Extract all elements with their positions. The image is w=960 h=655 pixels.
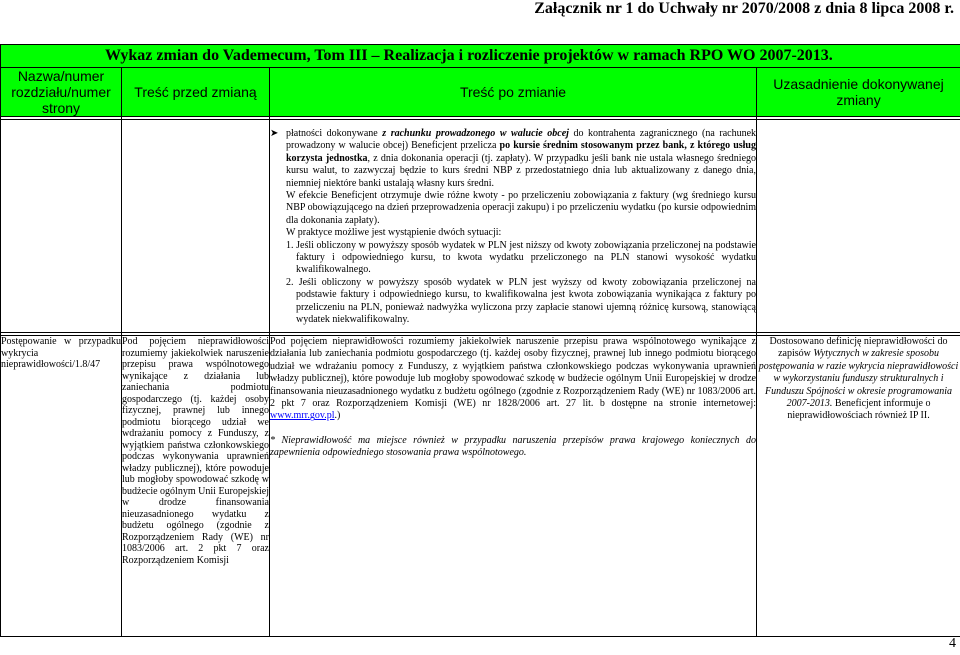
paragraph: W efekcie Beneficjent otrzymuje dwie różne kwoty - po przeliczeniu zobowiązania z faktury (wg średniego kursu NBP obowiązującego na dzień przeprowadzenia operacji zakupu) i po przeliczeniu wydatku (po kursie odpowiednim dla dokonania zapłaty). xyxy=(286,190,756,226)
row1-chapter xyxy=(1,120,122,333)
row1-justification xyxy=(757,120,960,333)
attachment-title: Załącznik nr 1 do Uchwały nr 2070/2008 z dnia 8 lipca 2008 r. xyxy=(534,0,954,17)
arrow-bullet-icon: ➤ xyxy=(270,128,279,139)
row2-chapter: Postępowanie w przypadku wykrycia nieprawidłowości/1.8/47 xyxy=(1,336,122,637)
header-chapter: Nazwa/numer rozdziału/numer strony xyxy=(1,68,122,117)
row2-justification: Dostosowano definicję nieprawidłowości do zapisów Wytycznych w zakresie sposobu postępowania w razie wykrycia nieprawidłowości w wykorzystaniu funduszy strukturalnych i Funduszu Spójności w okresie programowania 2007-2013. Beneficjent informuje o nieprawidłowościach również IP II. xyxy=(757,336,960,637)
table-title: Wykaz zmian do Vademecum, Tom III – Realizacja i rozliczenie projektów w ramach RPO WO 2007-2013. xyxy=(1,45,960,68)
header-row xyxy=(1,68,960,117)
mrr-link[interactable]: www.mrr.gov.pl xyxy=(270,410,335,422)
changes-table xyxy=(0,44,960,637)
table-title-row xyxy=(1,45,960,68)
paragraph: W praktyce możliwe jest wystąpienie dwóch sytuacji: xyxy=(286,227,502,239)
row1-before xyxy=(122,120,270,333)
table-row xyxy=(1,120,960,333)
header-before: Treść przed zmianą xyxy=(122,68,270,117)
list-item: 2. Jeśli obliczony w powyższy sposób wydatek w PLN jest wyższy od kwoty zobowiązania przeliczonej na podstawie faktury i odpowiedniego kursu, to kwalifikowalna jest kwota zobowiązania wynikająca z faktury po przeliczeniu na PLN, ponieważ nadwyżka wyliczona przy zapłacie stanowi ujemną różnicę kursową, stanowiącą wydatek niekwalifikowalny. xyxy=(286,276,756,326)
table-row xyxy=(1,336,960,637)
row1-after xyxy=(270,120,757,333)
header-after: Treść po zmianie xyxy=(270,68,757,117)
bullet-paragraph: ➤ płatności dokonywane z rachunku prowadzonego w walucie obcej do kontrahenta zagranicznego (na rachunek prowadzony w walucie obcej) Beneficjent przelicza po kursie średnim stosowanym przez bank, z którego usług korzysta jednostka, z dnia dokonania operacji (tj. zapłaty). W przypadku jeśli bank nie ustala własnego średniego kursu walut, to zazwyczaj będzie to kurs średni NBP z przedostatniego dnia lub aktualizowany z danego dnia, niemniej niektóre banki ustalają własny kurs średni. xyxy=(270,128,757,189)
row2-before: Pod pojęciem nieprawidłowości rozumiemy jakiekolwiek naruszenie przepisu prawa wspólnotowego wynikające z działania lub zaniechania podmiotu gospodarczego (tj. każdej osoby fizycznej, prawnej lub innego podmiotu biorącego udział we wdrażaniu pomocy z Funduszy, z wyjątkiem państwa członkowskiego podczas wykonywania uprawnień władzy publicznej), które powoduje lub mogłoby spowodować szkodę w budżecie ogólnym Unii Europejskiej w drodze finansowania nieuzasadnionego wydatku z budżetu ogólnego (zgodnie z Rozporządzeniem Rady (WE) nr 1083/2006 art. 2 pkt 7 oraz Rozporządzeniem Komisji xyxy=(122,336,270,637)
list-item: 1. Jeśli obliczony w powyższy sposób wydatek w PLN jest niższy od kwoty zobowiązania przeliczonej na podstawie faktury i odpowiedniego kursu, to kwota wydatku przeliczonego na PLN stanowi wysokość wydatku kwalifikowalnego. xyxy=(286,239,756,276)
page-number: 4 xyxy=(949,636,956,651)
row2-after xyxy=(270,336,757,637)
header-justification: Uzasadnienie dokonywanej zmiany xyxy=(757,68,960,117)
footnote: * Nieprawidłowość ma miejsce również w przypadku naruszenia przepisów prawa krajowego koniecznych do zapewnienia odpowiedniego stosowania prawa wspólnotowego. xyxy=(270,434,756,459)
paragraph: Pod pojęciem nieprawidłowości rozumiemy jakiekolwiek naruszenie przepisu prawa wspólnotowego wynikające z działania lub zaniechania podmiotu gospodarczego (tj. każdej osoby fizycznej, prawnej lub innego podmiotu biorącego udział we wdrażaniu pomocy z Funduszy, z wyjątkiem państwa członkowskiego podczas wykonywania uprawnień władzy publicznej), które powoduje lub mogłoby spowodować szkodę w budżecie ogólnym Unii Europejskiej w drodze finansowania nieuzasadnionego wydatku z budżetu ogólnego (zgodnie z Rozporządzeniem Rady (WE) nr 1083/2006 art. 2 pkt 7 oraz Rozporządzeniem Komisji (WE) nr 1828/2006 art. 27 lit. b dostępne na stronie internetowej: www.mrr.gov.pl.) xyxy=(270,336,756,422)
